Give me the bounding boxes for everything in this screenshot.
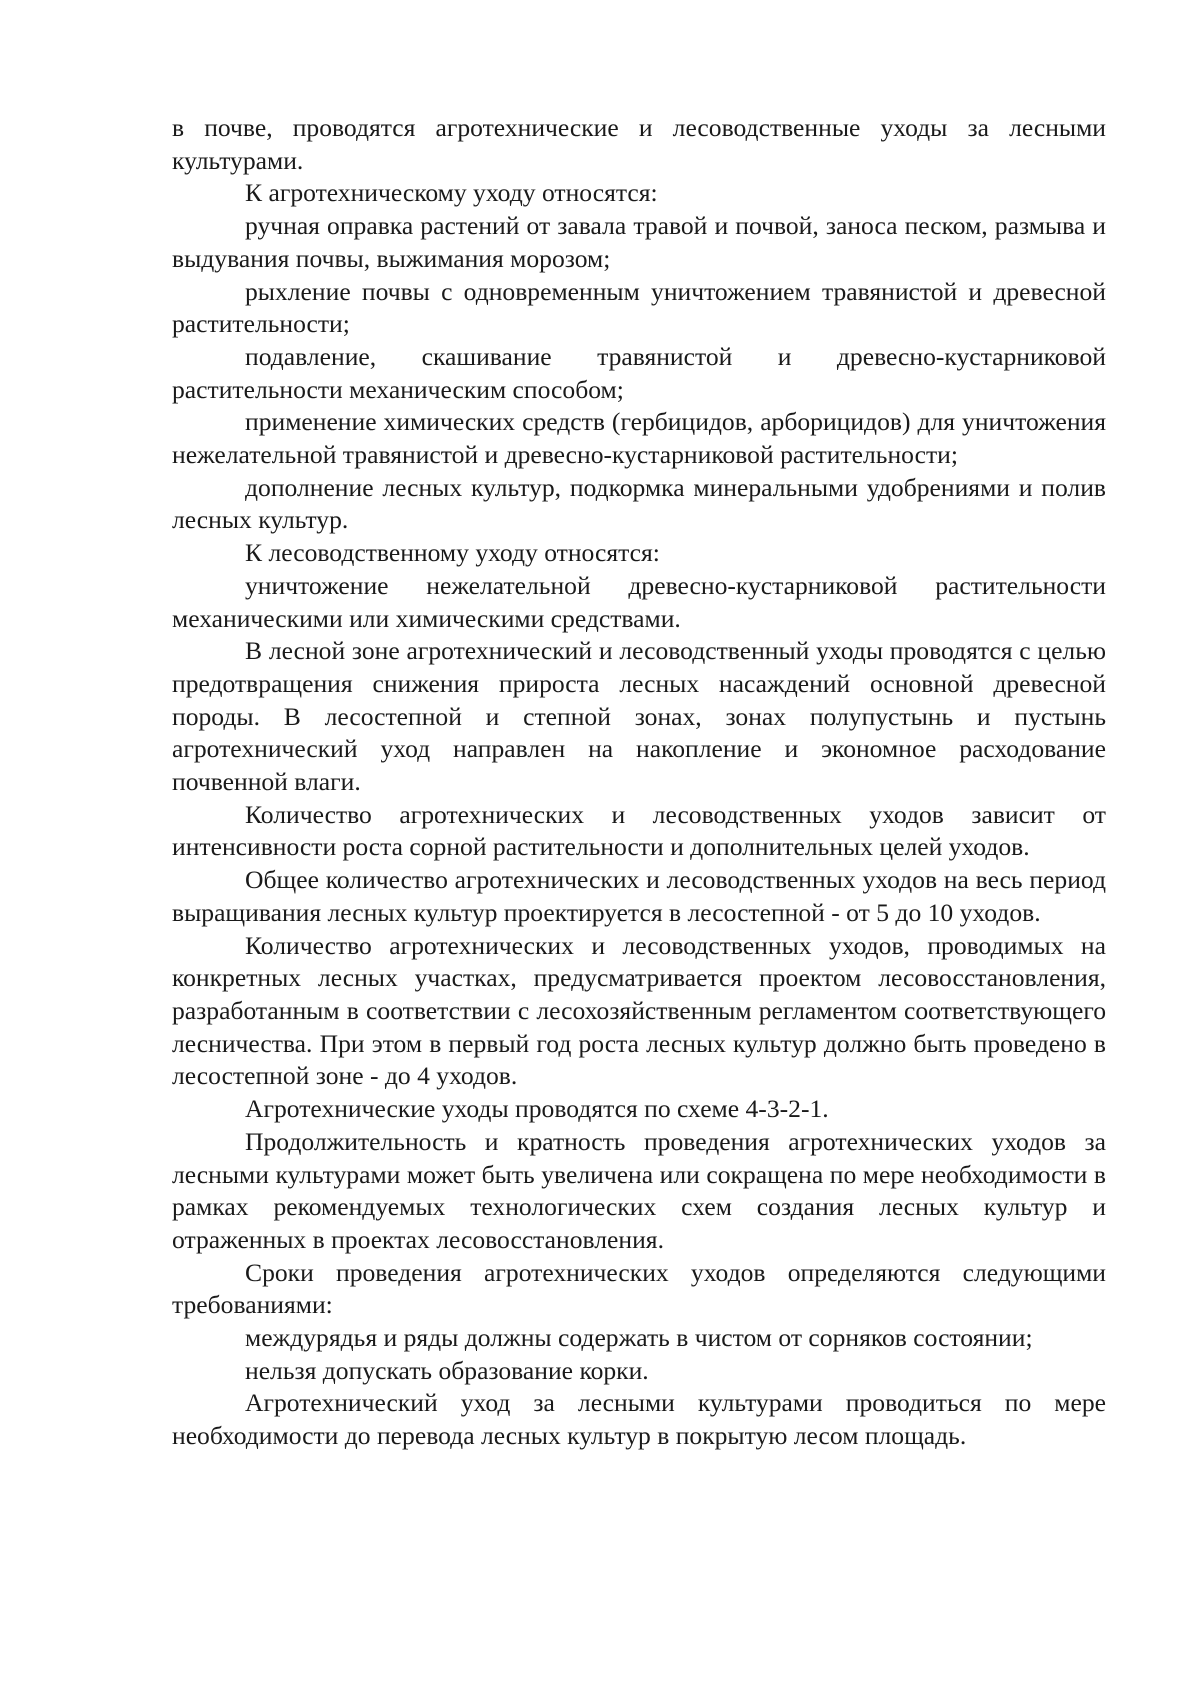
paragraph: применение химических средств (гербицидов, арборицидов) для уничтожения нежелательной травянистой и древесно-кустарниковой растительности; [172, 407, 1106, 470]
paragraph: К лесоводственному уходу относятся: [245, 538, 660, 568]
paragraph: Продолжительность и кратность проведения агротехнических уходов за лесными культурами может быть увеличена или сокращена по мере необходимости в рамках рекомендуемых технологических схем создания лесных культур и отраженных в проектах лесовосстановления. [172, 1126, 1106, 1254]
paragraph: К агротехническому уходу относятся: [245, 178, 658, 208]
paragraph: Общее количество агротехнических и лесоводственных уходов на весь период выращивания лесных культур проектируется в лесостепной - от 5 до 10 уходов. [172, 865, 1106, 927]
paragraph: уничтожение нежелательной древесно-кустарниковой растительности механическими или химическими средствами. [172, 570, 1106, 633]
paragraph: рыхление почвы с одновременным уничтожением травянистой и древесной растительности; [172, 276, 1106, 339]
document-body [172, 112, 1106, 1453]
paragraph: междурядья и ряды должны содержать в чистом от сорняков состоянии; [245, 1323, 1033, 1353]
paragraph: Количество агротехнических и лесоводственных уходов зависит от интенсивности роста сорной растительности и дополнительных целей уходов. [172, 799, 1106, 862]
paragraph: нельзя допускать образование корки. [245, 1355, 649, 1385]
paragraph: Сроки проведения агротехнических уходов определяются следующими требованиями: [172, 1257, 1106, 1320]
paragraph: Количество агротехнических и лесоводственных уходов, проводимых на конкретных лесных участках, предусматривается проектом лесовосстановления, разработанным в соответствии с лесохозяйственным регламентом соответствующего лесничества. При этом в первый год роста лесных культур должно быть проведено в лесостепной зоне - до 4 уходов. [172, 930, 1106, 1091]
paragraph: дополнение лесных культур, подкормка минеральными удобрениями и полив лесных культур. [172, 472, 1106, 535]
paragraph: В лесной зоне агротехнический и лесоводственный уходы проводятся с целью предотвращения снижения прироста лесных насаждений основной древесной породы. В лесостепной и степной зонах, зонах полупустынь и пустынь агротехнический уход направлен на накопление и экономное расходование почвенной влаги. [172, 636, 1106, 797]
paragraph: в почве, проводятся агротехнические и лесоводственные уходы за лесными культурами. [172, 113, 1106, 175]
paragraph: ручная оправка растений от завала травой и почвой, заноса песком, размыва и выдувания почвы, выжимания морозом; [172, 211, 1106, 273]
paragraph: подавление, скашивание травянистой и древесно-кустарниковой растительности механическим способом; [172, 341, 1106, 404]
paragraph: Агротехнический уход за лесными культурами проводиться по мере необходимости до перевода лесных культур в покрытую лесом площадь. [172, 1388, 1106, 1451]
paragraph: Агротехнические уходы проводятся по схеме 4-3-2-1. [245, 1094, 829, 1124]
